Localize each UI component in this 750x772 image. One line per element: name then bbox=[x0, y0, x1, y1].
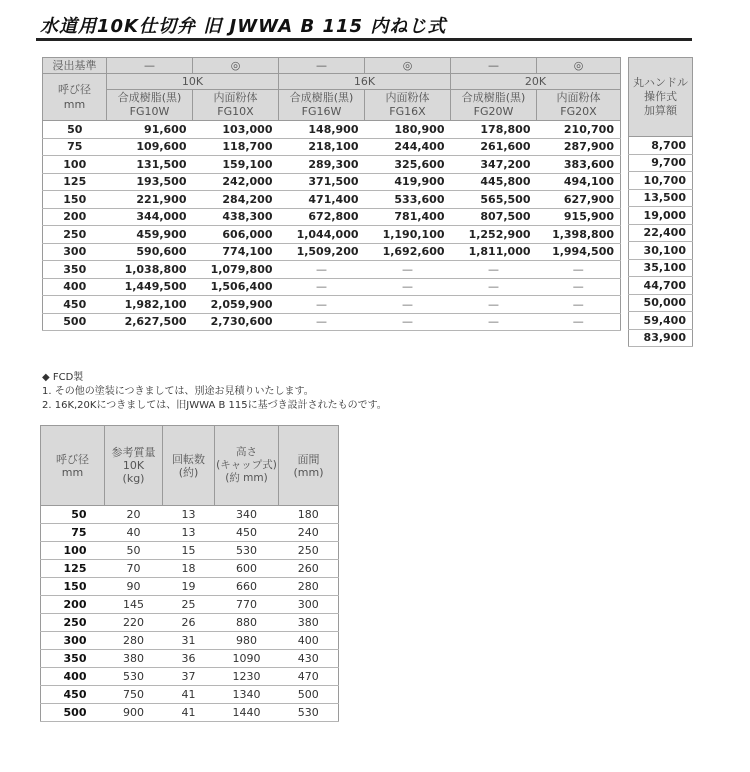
immersion-mark: — bbox=[107, 58, 193, 74]
table-row bbox=[629, 137, 693, 155]
table-row bbox=[43, 121, 621, 139]
price-cell: — bbox=[451, 278, 537, 296]
spec-cell: 13 bbox=[163, 524, 215, 542]
price-cell: 781,400 bbox=[365, 208, 451, 226]
size-cell: 125 bbox=[41, 560, 105, 578]
immersion-label: 浸出基準 bbox=[43, 58, 107, 74]
spec-header: 呼び径 mm bbox=[41, 426, 105, 506]
handle-price-cell: 59,400 bbox=[629, 312, 693, 330]
table-row bbox=[41, 542, 339, 560]
price-cell: 109,600 bbox=[107, 138, 193, 156]
size-cell: 200 bbox=[43, 208, 107, 226]
spec-cell: 530 bbox=[215, 542, 279, 560]
table-row bbox=[629, 259, 693, 277]
size-cell: 350 bbox=[43, 261, 107, 279]
price-cell: 1,982,100 bbox=[107, 296, 193, 314]
spec-cell: 300 bbox=[279, 596, 339, 614]
price-cell: — bbox=[537, 261, 621, 279]
size-cell: 400 bbox=[43, 278, 107, 296]
price-cell: 1,811,000 bbox=[451, 243, 537, 261]
spec-cell: 220 bbox=[105, 614, 163, 632]
handle-price-cell: 8,700 bbox=[629, 137, 693, 155]
column-header: 合成樹脂(黒) FG20W bbox=[451, 90, 537, 121]
price-cell: 807,500 bbox=[451, 208, 537, 226]
column-header: 内面粉体 FG16X bbox=[365, 90, 451, 121]
price-cell: 148,900 bbox=[279, 121, 365, 139]
price-cell: 284,200 bbox=[193, 191, 279, 209]
price-cell: 1,692,600 bbox=[365, 243, 451, 261]
table-row bbox=[43, 156, 621, 174]
spec-cell: 450 bbox=[215, 524, 279, 542]
size-cell: 150 bbox=[41, 578, 105, 596]
note-1: 1. その他の塗装につきましては、別途お見積りいたします。 bbox=[42, 386, 314, 397]
spec-cell: 750 bbox=[105, 686, 163, 704]
price-cell: 459,900 bbox=[107, 226, 193, 244]
spec-cell: 41 bbox=[163, 704, 215, 722]
price-cell: — bbox=[451, 313, 537, 331]
table-row bbox=[629, 294, 693, 312]
table-row bbox=[629, 312, 693, 330]
table-row bbox=[43, 226, 621, 244]
price-cell: 103,000 bbox=[193, 121, 279, 139]
spec-cell: 20 bbox=[105, 506, 163, 524]
table-row bbox=[43, 243, 621, 261]
price-cell: 1,079,800 bbox=[193, 261, 279, 279]
price-cell: 494,100 bbox=[537, 173, 621, 191]
handle-price-cell: 83,900 bbox=[629, 329, 693, 347]
price-cell: 438,300 bbox=[193, 208, 279, 226]
table-row bbox=[43, 191, 621, 209]
notes bbox=[42, 371, 387, 413]
spec-table bbox=[40, 425, 339, 722]
handle-price-cell: 22,400 bbox=[629, 224, 693, 242]
price-cell: 210,700 bbox=[537, 121, 621, 139]
handle-price-cell: 50,000 bbox=[629, 294, 693, 312]
price-cell: 193,500 bbox=[107, 173, 193, 191]
size-cell: 300 bbox=[43, 243, 107, 261]
pressure-group: 20K bbox=[451, 74, 621, 90]
price-cell: — bbox=[451, 261, 537, 279]
price-cell: — bbox=[537, 278, 621, 296]
price-cell: 915,900 bbox=[537, 208, 621, 226]
size-cell: 450 bbox=[41, 686, 105, 704]
size-cell: 50 bbox=[41, 506, 105, 524]
size-cell: 75 bbox=[41, 524, 105, 542]
table-row bbox=[629, 224, 693, 242]
price-cell: 1,506,400 bbox=[193, 278, 279, 296]
spec-cell: 430 bbox=[279, 650, 339, 668]
price-cell: 419,900 bbox=[365, 173, 451, 191]
spec-cell: 280 bbox=[105, 632, 163, 650]
price-cell: 244,400 bbox=[365, 138, 451, 156]
price-cell: 606,000 bbox=[193, 226, 279, 244]
price-cell: 325,600 bbox=[365, 156, 451, 174]
spec-cell: 250 bbox=[279, 542, 339, 560]
model-row bbox=[43, 90, 621, 121]
size-cell: 500 bbox=[41, 704, 105, 722]
handle-price-cell: 19,000 bbox=[629, 207, 693, 225]
table-row bbox=[41, 650, 339, 668]
price-cell: 221,900 bbox=[107, 191, 193, 209]
spec-cell: 530 bbox=[279, 704, 339, 722]
spec-cell: 400 bbox=[279, 632, 339, 650]
table-row bbox=[629, 329, 693, 347]
price-cell: — bbox=[279, 278, 365, 296]
pressure-group: 10K bbox=[107, 74, 279, 90]
size-cell: 250 bbox=[43, 226, 107, 244]
price-cell: 533,600 bbox=[365, 191, 451, 209]
spec-cell: 36 bbox=[163, 650, 215, 668]
table-row bbox=[41, 506, 339, 524]
table-row bbox=[43, 208, 621, 226]
table-row bbox=[41, 560, 339, 578]
price-cell: 1,398,800 bbox=[537, 226, 621, 244]
size-cell: 150 bbox=[43, 191, 107, 209]
price-cell: 371,500 bbox=[279, 173, 365, 191]
size-cell: 450 bbox=[43, 296, 107, 314]
note-fcd: ◆ FCD製 bbox=[42, 372, 84, 383]
price-cell: — bbox=[451, 296, 537, 314]
immersion-mark: ◎ bbox=[537, 58, 621, 74]
spec-header: 面間 (mm) bbox=[279, 426, 339, 506]
spec-cell: 90 bbox=[105, 578, 163, 596]
price-cell: 2,730,600 bbox=[193, 313, 279, 331]
price-cell: 1,252,900 bbox=[451, 226, 537, 244]
table-row bbox=[43, 261, 621, 279]
size-cell: 100 bbox=[43, 156, 107, 174]
price-cell: 178,800 bbox=[451, 121, 537, 139]
price-cell: 287,900 bbox=[537, 138, 621, 156]
table-row bbox=[41, 668, 339, 686]
table-row bbox=[629, 242, 693, 260]
price-cell: 1,509,200 bbox=[279, 243, 365, 261]
pressure-group: 16K bbox=[279, 74, 451, 90]
spec-header: 参考質量 10K (kg) bbox=[105, 426, 163, 506]
price-cell: 1,994,500 bbox=[537, 243, 621, 261]
price-cell: 627,900 bbox=[537, 191, 621, 209]
price-cell: 180,900 bbox=[365, 121, 451, 139]
spec-cell: 660 bbox=[215, 578, 279, 596]
page-title: 水道用10K仕切弁 旧 JWWA B 115 内ねじ式 bbox=[40, 16, 447, 37]
handle-price-cell: 13,500 bbox=[629, 189, 693, 207]
handle-table bbox=[628, 57, 693, 347]
spec-cell: 240 bbox=[279, 524, 339, 542]
spec-cell: 260 bbox=[279, 560, 339, 578]
price-cell: 2,059,900 bbox=[193, 296, 279, 314]
pressure-row bbox=[43, 74, 621, 90]
price-cell: 590,600 bbox=[107, 243, 193, 261]
spec-cell: 980 bbox=[215, 632, 279, 650]
column-header: 内面粉体 FG20X bbox=[537, 90, 621, 121]
price-cell: — bbox=[365, 261, 451, 279]
table-row bbox=[43, 278, 621, 296]
immersion-mark: ◎ bbox=[365, 58, 451, 74]
spec-cell: 41 bbox=[163, 686, 215, 704]
price-cell: 672,800 bbox=[279, 208, 365, 226]
column-header: 合成樹脂(黒) FG10W bbox=[107, 90, 193, 121]
price-cell: 347,200 bbox=[451, 156, 537, 174]
handle-price-cell: 35,100 bbox=[629, 259, 693, 277]
price-cell: 2,627,500 bbox=[107, 313, 193, 331]
spec-cell: 37 bbox=[163, 668, 215, 686]
table-row bbox=[629, 207, 693, 225]
size-cell: 125 bbox=[43, 173, 107, 191]
table-row bbox=[41, 614, 339, 632]
table-row bbox=[41, 632, 339, 650]
size-cell: 50 bbox=[43, 121, 107, 139]
table-row bbox=[41, 704, 339, 722]
price-cell: 1,449,500 bbox=[107, 278, 193, 296]
size-cell: 250 bbox=[41, 614, 105, 632]
column-header: 内面粉体 FG10X bbox=[193, 90, 279, 121]
price-table bbox=[42, 57, 621, 331]
spec-header: 高さ (キャップ式) (約 mm) bbox=[215, 426, 279, 506]
handle-price-cell: 9,700 bbox=[629, 154, 693, 172]
spec-cell: 31 bbox=[163, 632, 215, 650]
price-cell: 774,100 bbox=[193, 243, 279, 261]
table-row bbox=[43, 138, 621, 156]
price-cell: — bbox=[279, 313, 365, 331]
note-2: 2. 16K,20Kにつきましては、旧JWWA B 115に基づき設計されたものです。 bbox=[42, 400, 387, 411]
spec-cell: 380 bbox=[279, 614, 339, 632]
price-cell: — bbox=[279, 261, 365, 279]
spec-cell: 280 bbox=[279, 578, 339, 596]
immersion-row bbox=[43, 58, 621, 74]
spec-cell: 770 bbox=[215, 596, 279, 614]
spec-cell: 13 bbox=[163, 506, 215, 524]
spec-cell: 70 bbox=[105, 560, 163, 578]
spec-cell: 25 bbox=[163, 596, 215, 614]
price-cell: 91,600 bbox=[107, 121, 193, 139]
spec-cell: 1440 bbox=[215, 704, 279, 722]
price-cell: 242,000 bbox=[193, 173, 279, 191]
immersion-mark: ◎ bbox=[193, 58, 279, 74]
spec-cell: 50 bbox=[105, 542, 163, 560]
price-cell: — bbox=[537, 296, 621, 314]
size-cell: 500 bbox=[43, 313, 107, 331]
spec-cell: 15 bbox=[163, 542, 215, 560]
immersion-mark: — bbox=[451, 58, 537, 74]
price-cell: — bbox=[365, 296, 451, 314]
table-row bbox=[629, 189, 693, 207]
table-row bbox=[43, 313, 621, 331]
table-row bbox=[43, 296, 621, 314]
table-row bbox=[629, 172, 693, 190]
table-row bbox=[629, 277, 693, 295]
spec-cell: 26 bbox=[163, 614, 215, 632]
spec-cell: 900 bbox=[105, 704, 163, 722]
handle-price-cell: 10,700 bbox=[629, 172, 693, 190]
price-cell: 131,500 bbox=[107, 156, 193, 174]
spec-header: 回転数 (約) bbox=[163, 426, 215, 506]
price-cell: 344,000 bbox=[107, 208, 193, 226]
price-cell: — bbox=[365, 278, 451, 296]
price-cell: — bbox=[537, 313, 621, 331]
spec-cell: 340 bbox=[215, 506, 279, 524]
size-cell: 200 bbox=[41, 596, 105, 614]
spec-cell: 18 bbox=[163, 560, 215, 578]
immersion-mark: — bbox=[279, 58, 365, 74]
spec-cell: 380 bbox=[105, 650, 163, 668]
price-cell: 218,100 bbox=[279, 138, 365, 156]
column-header: 合成樹脂(黒) FG16W bbox=[279, 90, 365, 121]
spec-cell: 470 bbox=[279, 668, 339, 686]
spec-cell: 1090 bbox=[215, 650, 279, 668]
price-cell: 1,190,100 bbox=[365, 226, 451, 244]
title-underline bbox=[36, 38, 692, 41]
size-cell: 100 bbox=[41, 542, 105, 560]
price-cell: 159,100 bbox=[193, 156, 279, 174]
size-cell: 300 bbox=[41, 632, 105, 650]
price-cell: 383,600 bbox=[537, 156, 621, 174]
size-cell: 400 bbox=[41, 668, 105, 686]
spec-cell: 1230 bbox=[215, 668, 279, 686]
spec-cell: 180 bbox=[279, 506, 339, 524]
table-row bbox=[41, 596, 339, 614]
spec-cell: 40 bbox=[105, 524, 163, 542]
spec-cell: 19 bbox=[163, 578, 215, 596]
price-cell: — bbox=[279, 296, 365, 314]
table-row bbox=[43, 173, 621, 191]
price-cell: 445,800 bbox=[451, 173, 537, 191]
price-cell: 1,044,000 bbox=[279, 226, 365, 244]
spec-cell: 530 bbox=[105, 668, 163, 686]
handle-price-cell: 30,100 bbox=[629, 242, 693, 260]
size-cell: 75 bbox=[43, 138, 107, 156]
price-cell: 565,500 bbox=[451, 191, 537, 209]
spec-cell: 880 bbox=[215, 614, 279, 632]
size-cell: 350 bbox=[41, 650, 105, 668]
price-cell: — bbox=[365, 313, 451, 331]
table-row bbox=[629, 154, 693, 172]
spec-cell: 145 bbox=[105, 596, 163, 614]
spec-cell: 1340 bbox=[215, 686, 279, 704]
table-row bbox=[41, 686, 339, 704]
size-header: 呼び径 mm bbox=[43, 74, 107, 121]
price-cell: 118,700 bbox=[193, 138, 279, 156]
price-cell: 289,300 bbox=[279, 156, 365, 174]
table-row bbox=[41, 578, 339, 596]
handle-header: 丸ハンドル 操作式 加算額 bbox=[629, 58, 693, 137]
handle-price-cell: 44,700 bbox=[629, 277, 693, 295]
price-cell: 1,038,800 bbox=[107, 261, 193, 279]
price-cell: 261,600 bbox=[451, 138, 537, 156]
table-row bbox=[41, 524, 339, 542]
spec-cell: 500 bbox=[279, 686, 339, 704]
price-cell: 471,400 bbox=[279, 191, 365, 209]
spec-cell: 600 bbox=[215, 560, 279, 578]
